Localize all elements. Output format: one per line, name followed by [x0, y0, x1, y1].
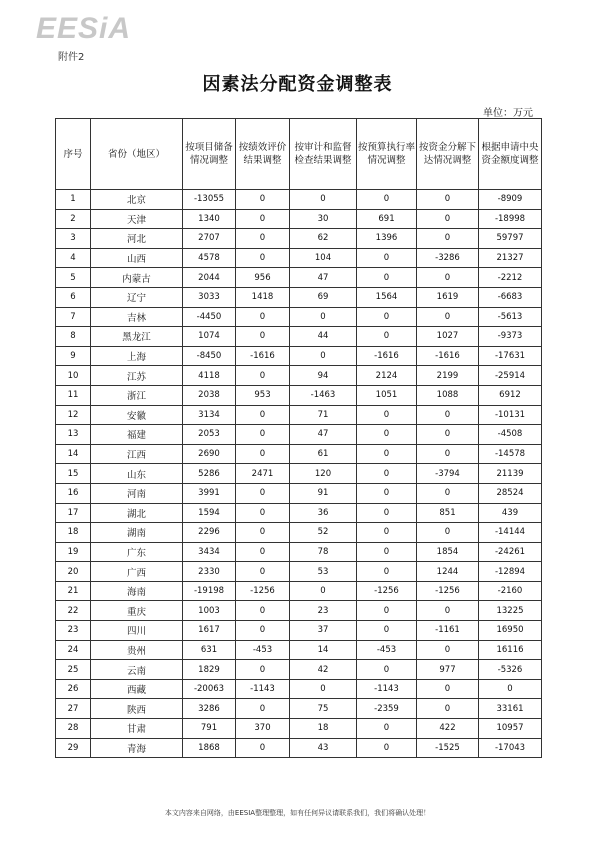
table-row [56, 483, 542, 503]
cell-province: 内蒙古 [91, 268, 183, 288]
table-row [56, 190, 542, 210]
cell-audit: 61 [290, 444, 357, 464]
cell-budget-execution: 0 [357, 719, 417, 739]
cell-central-funds: 16116 [479, 640, 542, 660]
cell-project-reserve: 3434 [183, 542, 236, 562]
table-row [56, 327, 542, 347]
cell-index: 13 [56, 425, 91, 445]
cell-fund-allocation: 1088 [417, 385, 479, 405]
cell-audit: -1463 [290, 385, 357, 405]
cell-performance: 0 [236, 229, 290, 249]
cell-audit: 47 [290, 268, 357, 288]
cell-project-reserve: 4118 [183, 366, 236, 386]
brand-logo: EESiA [36, 12, 132, 45]
cell-province: 江西 [91, 444, 183, 464]
cell-fund-allocation: 977 [417, 660, 479, 680]
cell-performance: -1616 [236, 346, 290, 366]
cell-audit: 37 [290, 621, 357, 641]
cell-fund-allocation: 1244 [417, 562, 479, 582]
cell-index: 9 [56, 346, 91, 366]
cell-performance: 0 [236, 444, 290, 464]
cell-index: 15 [56, 464, 91, 484]
header-index: 序号 [56, 119, 91, 190]
cell-province: 天津 [91, 209, 183, 229]
table-row [56, 268, 542, 288]
cell-project-reserve: 791 [183, 719, 236, 739]
cell-audit: 120 [290, 464, 357, 484]
cell-project-reserve: -19198 [183, 581, 236, 601]
cell-province: 山西 [91, 248, 183, 268]
cell-performance: 0 [236, 209, 290, 229]
cell-project-reserve: -13055 [183, 190, 236, 210]
cell-province: 贵州 [91, 640, 183, 660]
cell-fund-allocation: 0 [417, 523, 479, 543]
cell-audit: 78 [290, 542, 357, 562]
cell-fund-allocation: 851 [417, 503, 479, 523]
cell-fund-allocation: 0 [417, 699, 479, 719]
table-row [56, 719, 542, 739]
cell-audit: 52 [290, 523, 357, 543]
cell-audit: 0 [290, 581, 357, 601]
cell-budget-execution: 0 [357, 660, 417, 680]
cell-project-reserve: 1829 [183, 660, 236, 680]
cell-budget-execution: -1143 [357, 679, 417, 699]
cell-fund-allocation: -1256 [417, 581, 479, 601]
cell-province: 江苏 [91, 366, 183, 386]
cell-performance: -1256 [236, 581, 290, 601]
table-row [56, 444, 542, 464]
cell-audit: 47 [290, 425, 357, 445]
cell-province: 山东 [91, 464, 183, 484]
cell-central-funds: 59797 [479, 229, 542, 249]
cell-fund-allocation: 0 [417, 601, 479, 621]
cell-central-funds: 21139 [479, 464, 542, 484]
cell-central-funds: -8909 [479, 190, 542, 210]
cell-audit: 94 [290, 366, 357, 386]
cell-fund-allocation: 2199 [417, 366, 479, 386]
cell-performance: 0 [236, 562, 290, 582]
cell-budget-execution: -2359 [357, 699, 417, 719]
cell-project-reserve: 3286 [183, 699, 236, 719]
cell-province: 吉林 [91, 307, 183, 327]
cell-index: 19 [56, 542, 91, 562]
cell-performance: 0 [236, 542, 290, 562]
cell-performance: 0 [236, 425, 290, 445]
cell-fund-allocation: 0 [417, 425, 479, 445]
cell-fund-allocation: -1616 [417, 346, 479, 366]
cell-index: 27 [56, 699, 91, 719]
cell-budget-execution: 0 [357, 601, 417, 621]
cell-audit: 23 [290, 601, 357, 621]
cell-budget-execution: 1051 [357, 385, 417, 405]
cell-performance: 0 [236, 327, 290, 347]
cell-central-funds: -18998 [479, 209, 542, 229]
cell-project-reserve: 3991 [183, 483, 236, 503]
cell-performance: 0 [236, 405, 290, 425]
cell-fund-allocation: 0 [417, 640, 479, 660]
cell-province: 辽宁 [91, 287, 183, 307]
cell-index: 17 [56, 503, 91, 523]
cell-central-funds: -5613 [479, 307, 542, 327]
cell-central-funds: 0 [479, 679, 542, 699]
cell-central-funds: -14144 [479, 523, 542, 543]
cell-audit: 0 [290, 307, 357, 327]
cell-central-funds: 13225 [479, 601, 542, 621]
table-row [56, 346, 542, 366]
cell-budget-execution: 0 [357, 307, 417, 327]
cell-index: 3 [56, 229, 91, 249]
table-row [56, 464, 542, 484]
cell-project-reserve: 2690 [183, 444, 236, 464]
cell-fund-allocation: 0 [417, 405, 479, 425]
cell-budget-execution: -453 [357, 640, 417, 660]
table-row [56, 562, 542, 582]
cell-audit: 0 [290, 679, 357, 699]
unit-label: 单位：万元 [483, 108, 533, 119]
header-fund-allocation: 按资金分解下达情况调整 [417, 119, 479, 190]
cell-budget-execution: 0 [357, 738, 417, 758]
header-performance: 按绩效评价结果调整 [236, 119, 290, 190]
cell-performance: 2471 [236, 464, 290, 484]
cell-audit: 36 [290, 503, 357, 523]
cell-central-funds: 33161 [479, 699, 542, 719]
cell-central-funds: -25914 [479, 366, 542, 386]
cell-index: 2 [56, 209, 91, 229]
cell-index: 25 [56, 660, 91, 680]
cell-performance: 370 [236, 719, 290, 739]
table-row [56, 738, 542, 758]
cell-index: 1 [56, 190, 91, 210]
cell-project-reserve: 2296 [183, 523, 236, 543]
cell-audit: 53 [290, 562, 357, 582]
cell-project-reserve: 1617 [183, 621, 236, 641]
cell-province: 北京 [91, 190, 183, 210]
cell-budget-execution: -1616 [357, 346, 417, 366]
cell-fund-allocation: -3794 [417, 464, 479, 484]
cell-project-reserve: -20063 [183, 679, 236, 699]
cell-central-funds: -5326 [479, 660, 542, 680]
cell-index: 14 [56, 444, 91, 464]
cell-province: 湖南 [91, 523, 183, 543]
cell-index: 26 [56, 679, 91, 699]
cell-province: 黑龙江 [91, 327, 183, 347]
cell-performance: 0 [236, 699, 290, 719]
cell-audit: 75 [290, 699, 357, 719]
cell-performance: 0 [236, 307, 290, 327]
cell-performance: 0 [236, 366, 290, 386]
cell-fund-allocation: -1525 [417, 738, 479, 758]
table-row [56, 229, 542, 249]
cell-province: 河南 [91, 483, 183, 503]
cell-province: 重庆 [91, 601, 183, 621]
cell-index: 20 [56, 562, 91, 582]
cell-budget-execution: 0 [357, 503, 417, 523]
cell-index: 4 [56, 248, 91, 268]
cell-budget-execution: 691 [357, 209, 417, 229]
cell-fund-allocation: 0 [417, 483, 479, 503]
cell-central-funds: -12894 [479, 562, 542, 582]
cell-project-reserve: 2044 [183, 268, 236, 288]
cell-province: 海南 [91, 581, 183, 601]
cell-performance: 0 [236, 248, 290, 268]
cell-fund-allocation: 0 [417, 444, 479, 464]
cell-performance: 1418 [236, 287, 290, 307]
cell-performance: -453 [236, 640, 290, 660]
cell-budget-execution: 0 [357, 327, 417, 347]
cell-project-reserve: 2053 [183, 425, 236, 445]
cell-project-reserve: 1074 [183, 327, 236, 347]
cell-central-funds: -2212 [479, 268, 542, 288]
cell-audit: 14 [290, 640, 357, 660]
table-row [56, 287, 542, 307]
cell-fund-allocation: 1619 [417, 287, 479, 307]
cell-audit: 104 [290, 248, 357, 268]
cell-performance: 956 [236, 268, 290, 288]
cell-central-funds: -10131 [479, 405, 542, 425]
cell-central-funds: -17043 [479, 738, 542, 758]
cell-project-reserve: 2707 [183, 229, 236, 249]
header-budget-execution: 按预算执行率情况调整 [357, 119, 417, 190]
cell-province: 广东 [91, 542, 183, 562]
cell-performance: 0 [236, 660, 290, 680]
cell-central-funds: 6912 [479, 385, 542, 405]
cell-fund-allocation: 0 [417, 229, 479, 249]
cell-central-funds: -9373 [479, 327, 542, 347]
cell-budget-execution: -1256 [357, 581, 417, 601]
cell-project-reserve: 1340 [183, 209, 236, 229]
table-row [56, 248, 542, 268]
cell-fund-allocation: 0 [417, 190, 479, 210]
table-row [56, 209, 542, 229]
cell-project-reserve: -8450 [183, 346, 236, 366]
table-row [56, 425, 542, 445]
cell-audit: 0 [290, 346, 357, 366]
cell-index: 24 [56, 640, 91, 660]
cell-performance: 0 [236, 738, 290, 758]
cell-audit: 62 [290, 229, 357, 249]
footer-note: 本文内容来自网络，由EESIA整理整理，如有任何异议请联系我们，我们将确认处理！ [164, 809, 431, 817]
table-header-row [56, 119, 542, 190]
cell-index: 11 [56, 385, 91, 405]
cell-project-reserve: 1868 [183, 738, 236, 758]
cell-audit: 69 [290, 287, 357, 307]
cell-fund-allocation: -3286 [417, 248, 479, 268]
cell-performance: 0 [236, 523, 290, 543]
cell-performance: 0 [236, 190, 290, 210]
cell-province: 甘肃 [91, 719, 183, 739]
cell-project-reserve: 4578 [183, 248, 236, 268]
allocation-table [55, 118, 542, 758]
table-row [56, 621, 542, 641]
cell-province: 上海 [91, 346, 183, 366]
cell-fund-allocation: 0 [417, 307, 479, 327]
cell-central-funds: -6683 [479, 287, 542, 307]
cell-index: 29 [56, 738, 91, 758]
cell-audit: 18 [290, 719, 357, 739]
cell-fund-allocation: 0 [417, 209, 479, 229]
cell-index: 12 [56, 405, 91, 425]
cell-performance: 0 [236, 483, 290, 503]
cell-budget-execution: 0 [357, 425, 417, 445]
cell-budget-execution: 0 [357, 562, 417, 582]
cell-province: 安徽 [91, 405, 183, 425]
cell-project-reserve: 2330 [183, 562, 236, 582]
cell-budget-execution: 0 [357, 444, 417, 464]
table-row [56, 640, 542, 660]
cell-fund-allocation: 422 [417, 719, 479, 739]
table-row [56, 385, 542, 405]
cell-index: 23 [56, 621, 91, 641]
cell-project-reserve: -4450 [183, 307, 236, 327]
cell-central-funds: -4508 [479, 425, 542, 445]
cell-performance: 0 [236, 503, 290, 523]
cell-project-reserve: 3033 [183, 287, 236, 307]
cell-performance: 0 [236, 601, 290, 621]
cell-budget-execution: 0 [357, 542, 417, 562]
cell-project-reserve: 2038 [183, 385, 236, 405]
cell-index: 22 [56, 601, 91, 621]
cell-budget-execution: 0 [357, 268, 417, 288]
cell-central-funds: 439 [479, 503, 542, 523]
cell-index: 18 [56, 523, 91, 543]
cell-fund-allocation: 0 [417, 679, 479, 699]
cell-budget-execution: 0 [357, 405, 417, 425]
cell-central-funds: -2160 [479, 581, 542, 601]
cell-project-reserve: 3134 [183, 405, 236, 425]
cell-budget-execution: 1396 [357, 229, 417, 249]
header-central-funds: 根据申请中央资金额度调整 [479, 119, 542, 190]
table-row [56, 660, 542, 680]
cell-province: 湖北 [91, 503, 183, 523]
cell-audit: 43 [290, 738, 357, 758]
cell-performance: -1143 [236, 679, 290, 699]
cell-audit: 42 [290, 660, 357, 680]
table-row [56, 581, 542, 601]
cell-fund-allocation: 0 [417, 268, 479, 288]
table-row [56, 366, 542, 386]
table-row [56, 542, 542, 562]
cell-audit: 71 [290, 405, 357, 425]
cell-central-funds: -14578 [479, 444, 542, 464]
cell-audit: 0 [290, 190, 357, 210]
cell-province: 河北 [91, 229, 183, 249]
header-project-reserve: 按项目储备情况调整 [183, 119, 236, 190]
cell-fund-allocation: -1161 [417, 621, 479, 641]
cell-province: 广西 [91, 562, 183, 582]
cell-central-funds: 10957 [479, 719, 542, 739]
cell-audit: 30 [290, 209, 357, 229]
cell-index: 6 [56, 287, 91, 307]
table-row [56, 679, 542, 699]
cell-index: 16 [56, 483, 91, 503]
cell-performance: 0 [236, 621, 290, 641]
cell-province: 陕西 [91, 699, 183, 719]
cell-budget-execution: 0 [357, 190, 417, 210]
cell-audit: 91 [290, 483, 357, 503]
cell-province: 浙江 [91, 385, 183, 405]
table-row [56, 601, 542, 621]
page-title: 因素法分配资金调整表 [202, 74, 393, 95]
header-province: 省份（地区） [91, 119, 183, 190]
cell-fund-allocation: 1027 [417, 327, 479, 347]
cell-fund-allocation: 1854 [417, 542, 479, 562]
cell-project-reserve: 1003 [183, 601, 236, 621]
table-row [56, 503, 542, 523]
cell-index: 7 [56, 307, 91, 327]
table-row [56, 699, 542, 719]
cell-province: 福建 [91, 425, 183, 445]
cell-budget-execution: 2124 [357, 366, 417, 386]
cell-province: 云南 [91, 660, 183, 680]
cell-performance: 953 [236, 385, 290, 405]
cell-budget-execution: 1564 [357, 287, 417, 307]
cell-index: 21 [56, 581, 91, 601]
cell-index: 5 [56, 268, 91, 288]
table-row [56, 307, 542, 327]
cell-province: 四川 [91, 621, 183, 641]
cell-project-reserve: 5286 [183, 464, 236, 484]
cell-budget-execution: 0 [357, 464, 417, 484]
cell-central-funds: 16950 [479, 621, 542, 641]
cell-central-funds: -24261 [479, 542, 542, 562]
attachment-label: 附件2 [58, 52, 85, 63]
cell-project-reserve: 631 [183, 640, 236, 660]
cell-index: 8 [56, 327, 91, 347]
cell-budget-execution: 0 [357, 523, 417, 543]
cell-project-reserve: 1594 [183, 503, 236, 523]
cell-budget-execution: 0 [357, 248, 417, 268]
cell-central-funds: 21327 [479, 248, 542, 268]
cell-budget-execution: 0 [357, 483, 417, 503]
table-row [56, 405, 542, 425]
cell-audit: 44 [290, 327, 357, 347]
cell-province: 西藏 [91, 679, 183, 699]
cell-index: 28 [56, 719, 91, 739]
cell-central-funds: 28524 [479, 483, 542, 503]
cell-index: 10 [56, 366, 91, 386]
cell-central-funds: -17631 [479, 346, 542, 366]
table-row [56, 523, 542, 543]
cell-budget-execution: 0 [357, 621, 417, 641]
header-audit: 按审计和监督检查结果调整 [290, 119, 357, 190]
cell-province: 青海 [91, 738, 183, 758]
